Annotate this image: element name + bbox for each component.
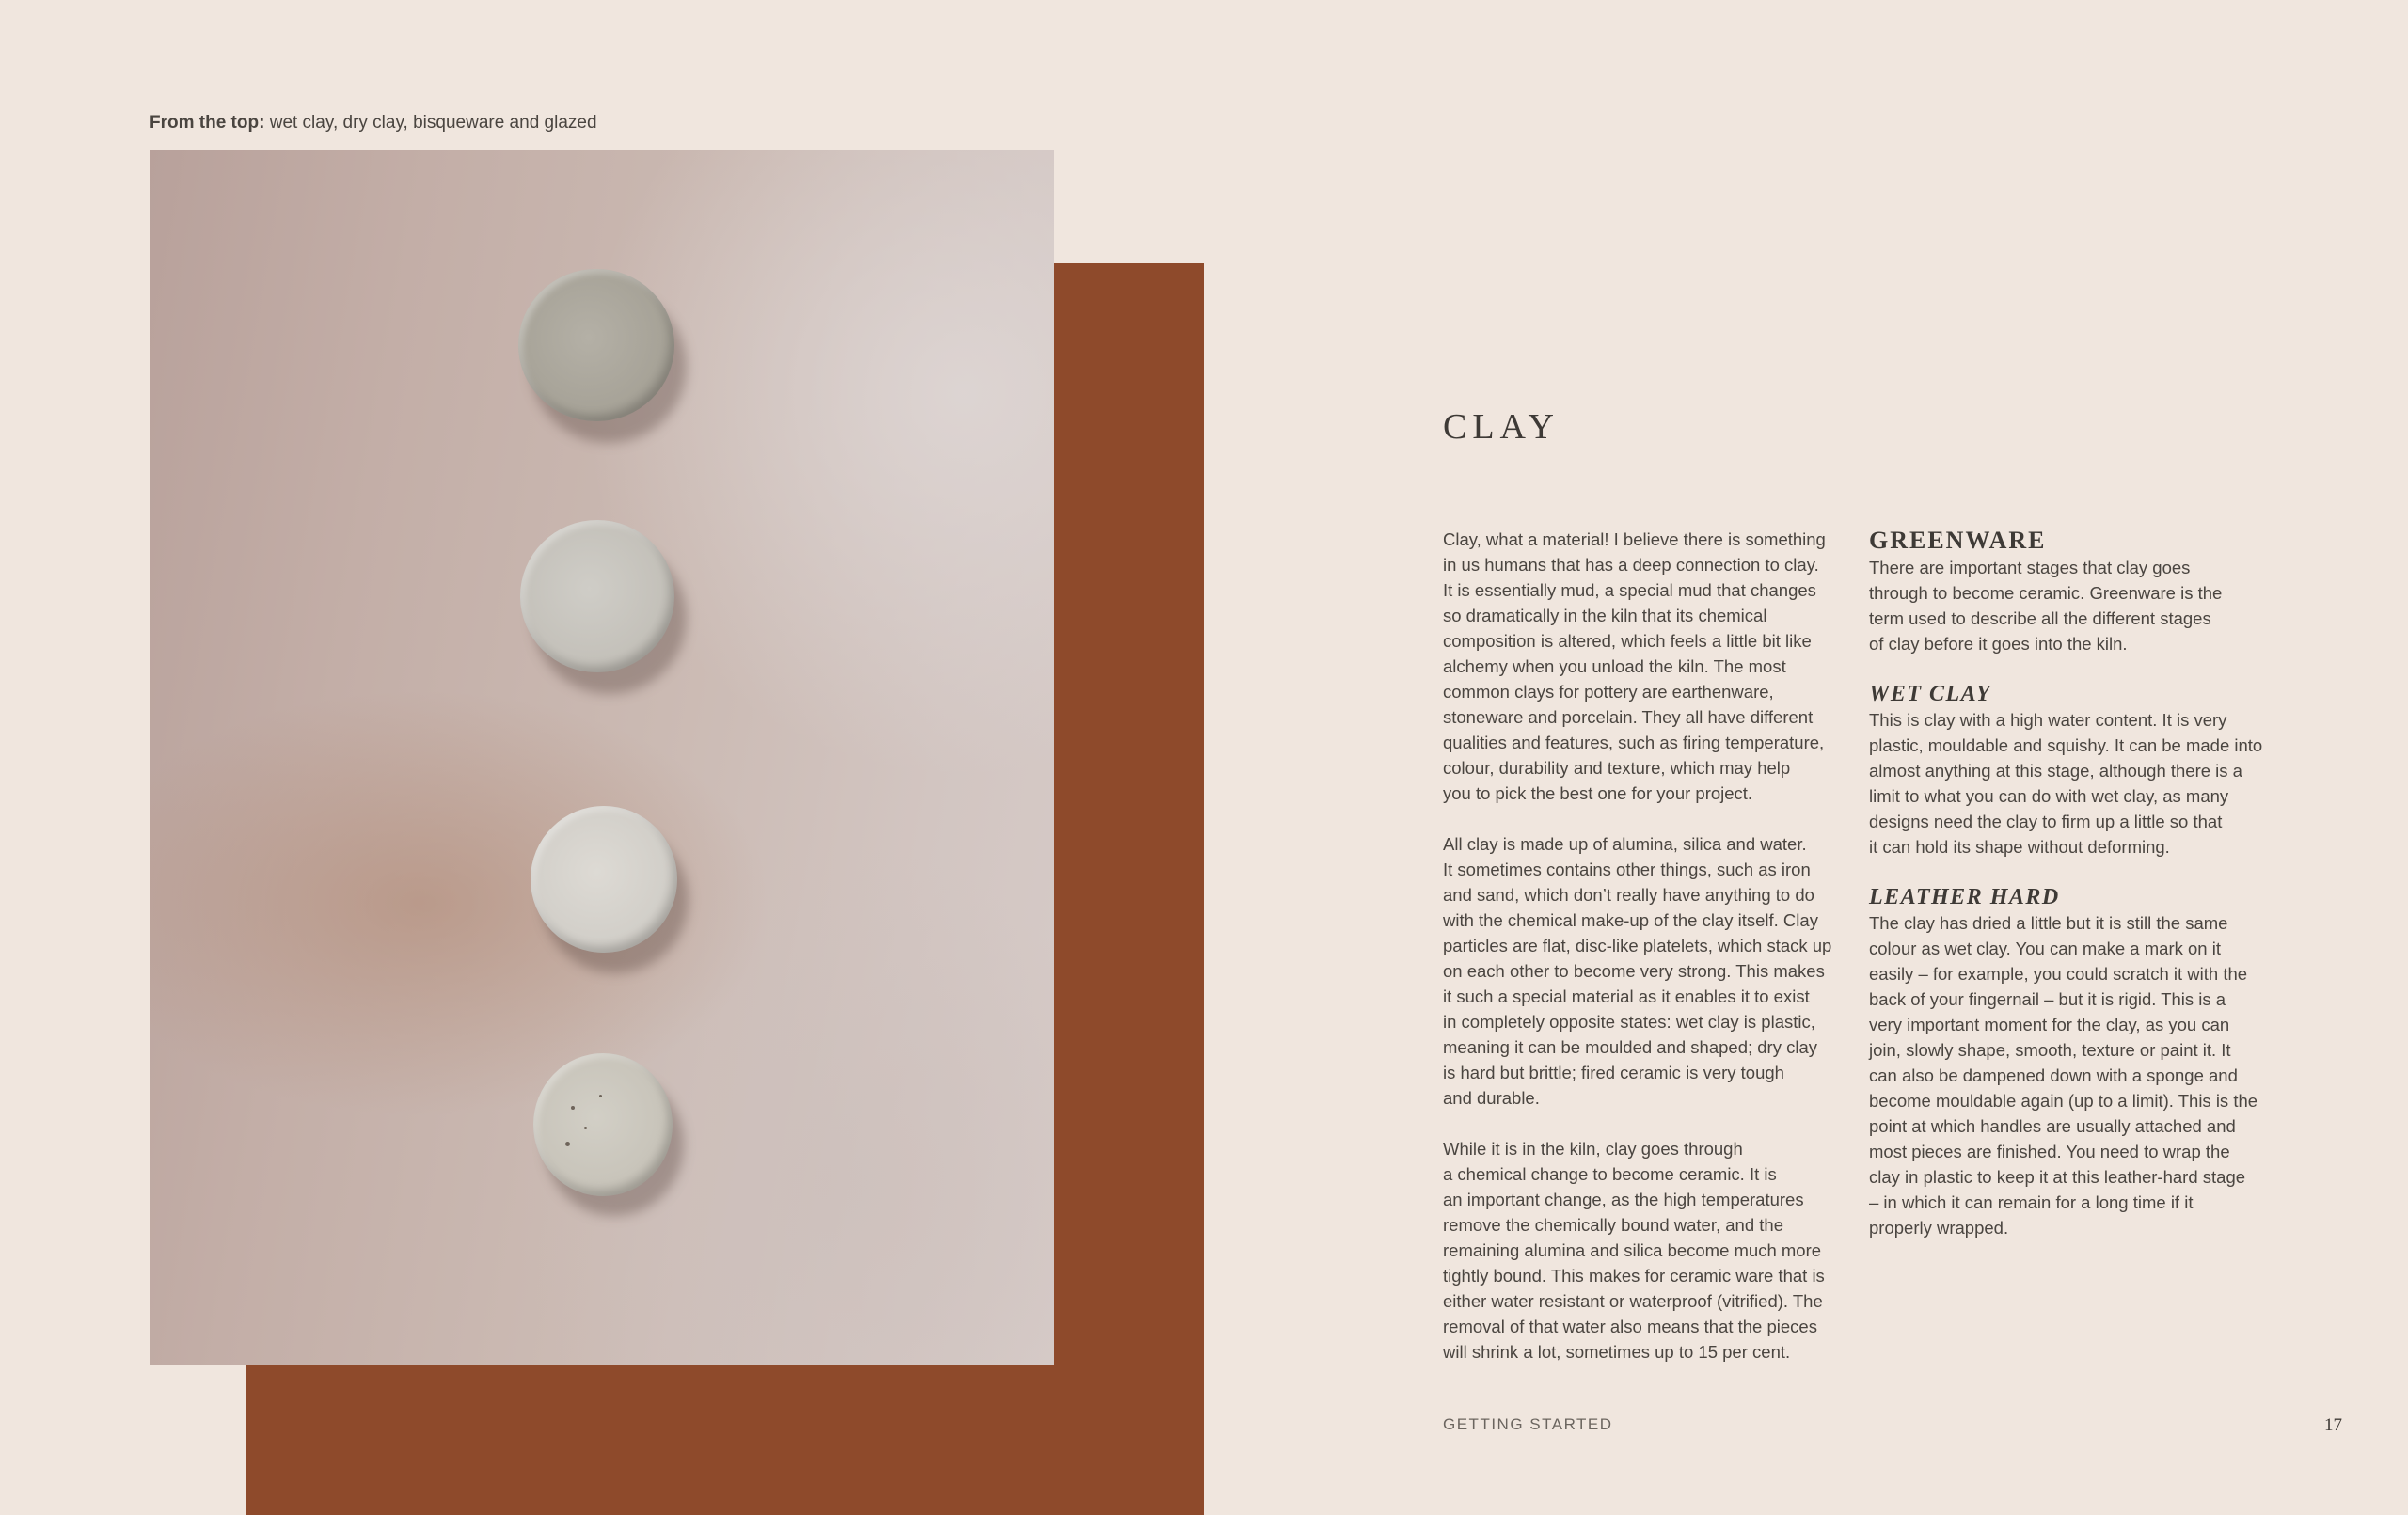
body-paragraph	[1443, 1136, 1838, 1365]
section-footer: GETTING STARTED	[1443, 1415, 1613, 1433]
text-line: it can hold its shape without deforming.	[1869, 837, 2170, 857]
text-line: can also be dampened down with a sponge and	[1869, 1065, 2238, 1085]
bisqueware-dish	[531, 806, 677, 953]
text-line: composition is altered, which feels a little bit like	[1443, 631, 1812, 651]
text-line: term used to describe all the different stages	[1869, 608, 2211, 628]
wet-clay-text	[1869, 707, 2264, 860]
text-line: and durable.	[1443, 1088, 1540, 1108]
text-line: This is clay with a high water content. It is very	[1869, 710, 2227, 730]
photo-caption	[150, 113, 597, 134]
text-line: colour as wet clay. You can make a mark on it	[1869, 939, 2221, 958]
text-line: it such a special material as it enables it to exist	[1443, 986, 1810, 1006]
text-line: point at which handles are usually attached and	[1869, 1116, 2236, 1136]
text-line: most pieces are finished. You need to wrap the	[1869, 1142, 2230, 1161]
glazed-dish	[533, 1053, 673, 1196]
text-line: limit to what you can do with wet clay, as many	[1869, 786, 2229, 806]
text-line: It sometimes contains other things, such as iron	[1443, 860, 1811, 879]
greenware-text	[1869, 555, 2264, 656]
text-line: clay in plastic to keep it at this leather-hard stage	[1869, 1167, 2246, 1187]
text-line: tightly bound. This makes for ceramic ware that is	[1443, 1266, 1825, 1286]
text-line: on each other to become very strong. This makes	[1443, 961, 1825, 981]
body-text-left	[1443, 527, 1838, 1390]
text-line: in us humans that has a deep connection to clay.	[1443, 555, 1819, 575]
text-line: in completely opposite states: wet clay is plastic,	[1443, 1012, 1815, 1032]
text-line: remaining alumina and silica become much more	[1443, 1240, 1822, 1260]
text-line: back of your fingernail – but it is rigid. This is a	[1869, 989, 2226, 1009]
text-line: All clay is made up of alumina, silica and water.	[1443, 834, 1807, 854]
page-title: CLAY	[1443, 407, 1560, 447]
caption-lead: From the top:	[150, 113, 265, 133]
text-line: qualities and features, such as firing temperature,	[1443, 733, 1825, 752]
text-line: The clay has dried a little but it is still the same	[1869, 913, 2228, 933]
text-line: stoneware and porcelain. They all have different	[1443, 707, 1814, 727]
wet-clay-heading: WET CLAY	[1869, 682, 1992, 706]
text-line: will shrink a lot, sometimes up to 15 per cent.	[1443, 1342, 1791, 1362]
text-line: It is essentially mud, a special mud that changes	[1443, 580, 1816, 600]
text-line: designs need the clay to firm up a little so that	[1869, 812, 2223, 831]
text-line: a chemical change to become ceramic. It is	[1443, 1164, 1777, 1184]
text-line: – in which it can remain for a long time if it	[1869, 1192, 2194, 1212]
text-line: is hard but brittle; fired ceramic is very tough	[1443, 1063, 1784, 1082]
body-paragraph	[1443, 831, 1838, 1111]
text-line: colour, durability and texture, which may help	[1443, 758, 1791, 778]
text-line: easily – for example, you could scratch it with the	[1869, 964, 2248, 984]
text-line: common clays for pottery are earthenware,	[1443, 682, 1774, 702]
text-line: through to become ceramic. Greenware is the	[1869, 583, 2223, 603]
text-line: join, slowly shape, smooth, texture or paint it. It	[1869, 1040, 2231, 1060]
text-line: plastic, mouldable and squishy. It can be made into	[1869, 735, 2263, 755]
greenware-heading: GREENWARE	[1869, 527, 2047, 554]
text-line: an important change, as the high temperatures	[1443, 1190, 1804, 1209]
body-paragraph	[1443, 527, 1838, 806]
text-line: meaning it can be moulded and shaped; dry clay	[1443, 1037, 1818, 1057]
text-line: Clay, what a material! I believe there is something	[1443, 529, 1826, 549]
text-line: with the chemical make-up of the clay itself. Clay	[1443, 910, 1818, 930]
leather-hard-text	[1869, 910, 2264, 1240]
text-line: particles are flat, disc-like platelets, which stack up	[1443, 936, 1832, 955]
body-text-right	[1869, 527, 2264, 1265]
caption-text: wet clay, dry clay, bisqueware and glazed	[264, 113, 597, 133]
text-line: almost anything at this stage, although there is a	[1869, 761, 2242, 781]
text-line: There are important stages that clay goes	[1869, 558, 2191, 577]
text-line: alchemy when you unload the kiln. The most	[1443, 656, 1786, 676]
greenware-section	[1869, 527, 2264, 656]
leather-hard-section	[1869, 884, 2264, 1240]
text-line: become mouldable again (up to a limit). This is the	[1869, 1091, 2258, 1111]
leather-hard-heading: LEATHER HARD	[1869, 885, 2060, 909]
text-line: so dramatically in the kiln that its chemical	[1443, 606, 1767, 625]
wet-clay-section	[1869, 681, 2264, 860]
dry-clay-dish	[520, 520, 674, 672]
text-line: While it is in the kiln, clay goes through	[1443, 1139, 1743, 1159]
page-number: 17	[2324, 1415, 2342, 1435]
wet-clay-dish	[518, 269, 674, 421]
text-line: remove the chemically bound water, and the	[1443, 1215, 1783, 1235]
text-line: very important moment for the clay, as you can	[1869, 1015, 2230, 1034]
text-line: and sand, which don’t really have anything to do	[1443, 885, 1814, 905]
clay-stages-photo	[150, 150, 1054, 1365]
text-line: of clay before it goes into the kiln.	[1869, 634, 2128, 654]
text-line: properly wrapped.	[1869, 1218, 2009, 1238]
text-line: removal of that water also means that the pieces	[1443, 1317, 1817, 1336]
text-line: you to pick the best one for your project.	[1443, 783, 1753, 803]
text-line: either water resistant or waterproof (vitrified). The	[1443, 1291, 1823, 1311]
